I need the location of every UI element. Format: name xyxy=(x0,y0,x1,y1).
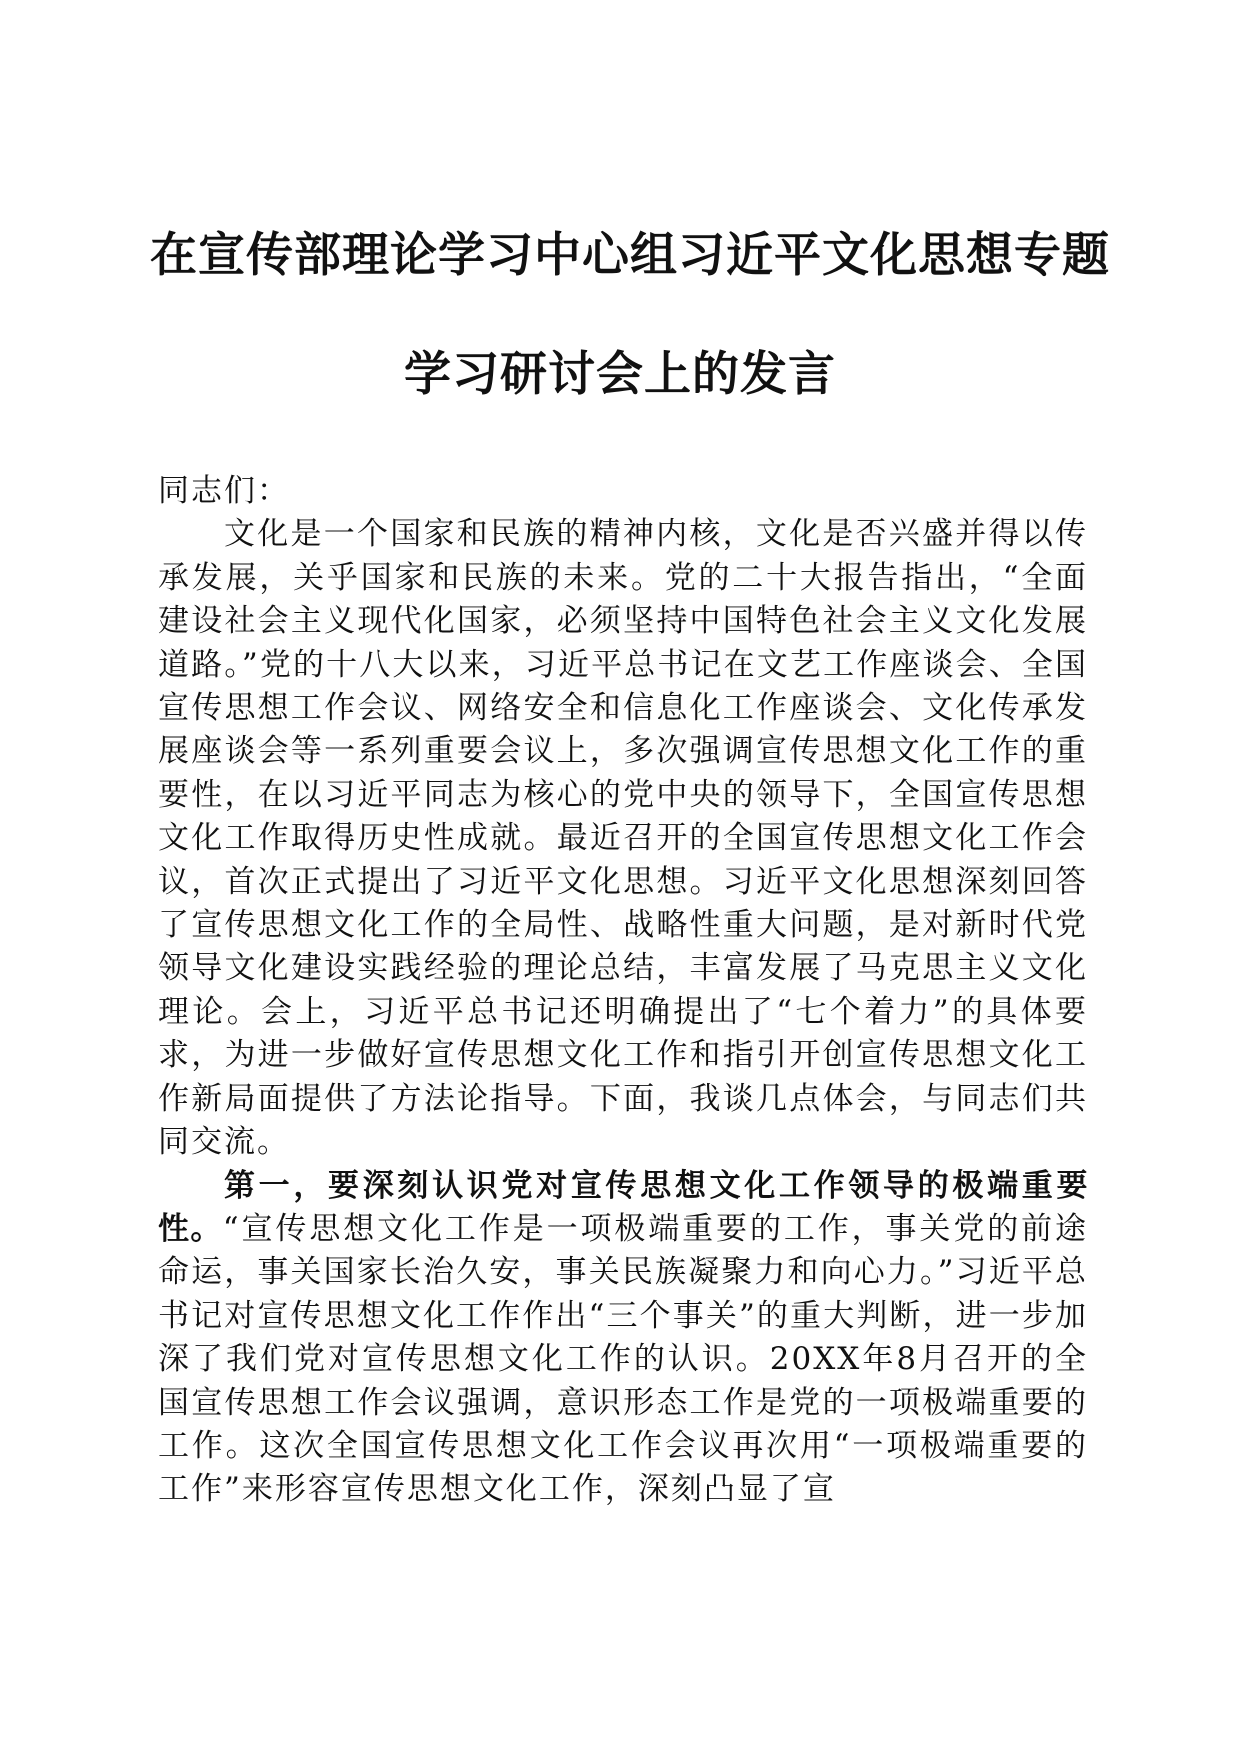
first-point-body: “宣传思想文化工作是一项极端重要的工作，事关党的前途命运，事关国家长治久安，事关民族凝聚力和向心力。”习近平总书记对宣传思想文化工作作出“三个事关”的重大判断，进一步加深了我们党对宣传思想文化工作的认识。20XX年8月召开的全国宣传思想工作会议强调，意识形态工作是党的一项极端重要的工作。这次全国宣传思想文化工作会议再次用“一项极端重要的工作”来形容宣传思想文化工作，深刻凸显了宣 xyxy=(158,1210,1088,1508)
first-point-heading: 第一，要深刻认识党对宣传思想文化工作领导的极端重要性。 xyxy=(158,1167,1088,1247)
salutation: 同志们： xyxy=(158,473,290,509)
document-title-line-2: 学习研讨会上的发言 xyxy=(404,347,836,402)
document-title-line-1: 在宣传部理论学习中心组习近平文化思想专题 xyxy=(150,228,1110,283)
paragraph-intro: 文化是一个国家和民族的精神内核，文化是否兴盛并得以传承发展，关乎国家和民族的未来。党的二十大报告指出，“全面建设社会主义现代化国家，必须坚持中国特色社会主义文化发展道路。”党的十八大以来，习近平总书记在文艺工作座谈会、全国宣传思想工作会议、网络安全和信息化工作座谈会、文化传承发展座谈会等一系列重要会议上，多次强调宣传思想文化工作的重要性，在以习近平同志为核心的党中央的领导下，全国宣传思想文化工作取得历史性成就。最近召开的全国宣传思想文化工作会议，首次正式提出了习近平文化思想。习近平文化思想深刻回答了宣传思想文化工作的全局性、战略性重大问题，是对新时代党领导文化建设实践经验的理论总结，丰富发展了马克思主义文化理论。会上，习近平总书记还明确提出了“七个着力”的具体要求，为进一步做好宣传思想文化工作和指引开创宣传思想文化工作新局面提供了方法论指导。下面，我谈几点体会，与同志们共同交流。 xyxy=(158,516,1088,1161)
document-body xyxy=(158,470,1088,1512)
paragraph-first-point xyxy=(158,1165,1088,1512)
